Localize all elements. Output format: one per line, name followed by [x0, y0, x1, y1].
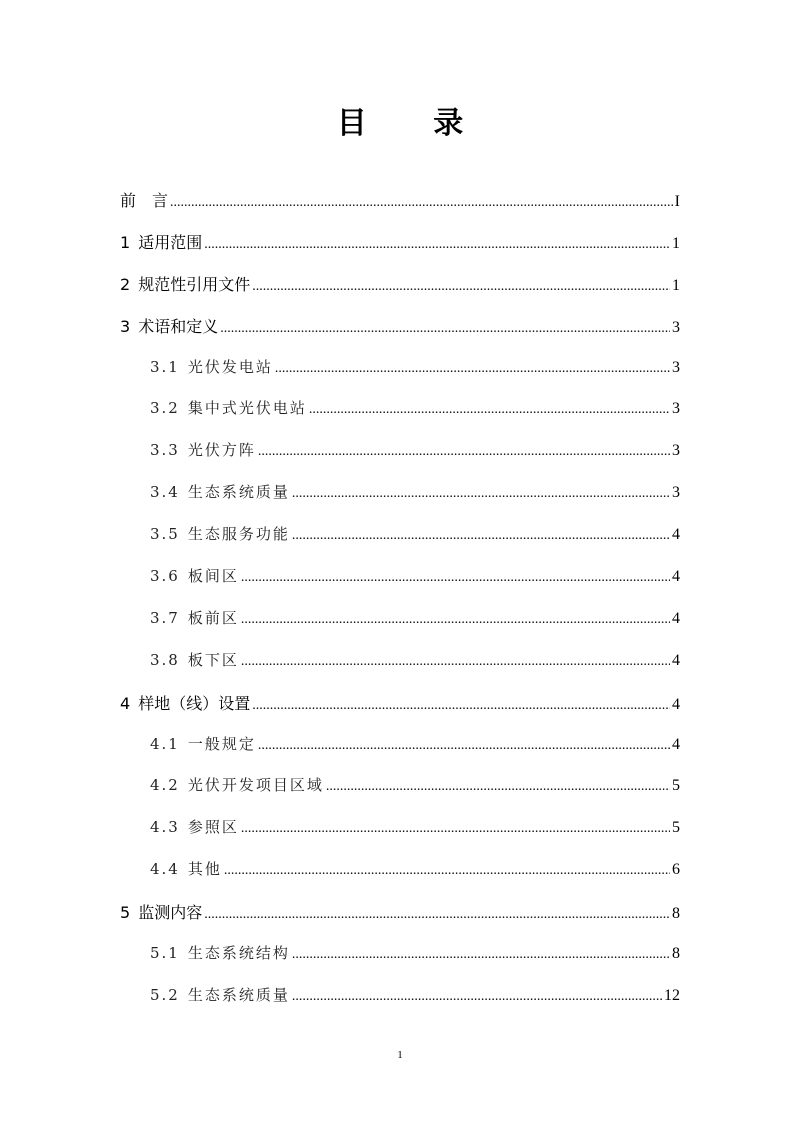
- dot-leader: [241, 570, 670, 586]
- toc-entry-page: 3: [672, 484, 680, 502]
- toc-entry-page: 4: [672, 695, 680, 713]
- toc-entry-page: 12: [664, 986, 680, 1004]
- toc-entry-label: 板间区: [187, 567, 239, 586]
- toc-entry-number: 2: [120, 274, 131, 294]
- dot-leader: [252, 698, 670, 714]
- toc-entry-label: 集中式光伏电站: [187, 399, 307, 418]
- toc-entry[interactable]: [120, 397, 680, 439]
- toc-entry-label: 生态系统质量: [187, 483, 290, 502]
- toc-entry-page: 4: [672, 735, 680, 753]
- dot-leader: [292, 947, 670, 963]
- toc-entry-number: 4.1: [150, 734, 180, 753]
- dot-leader: [258, 444, 670, 460]
- toc-entry[interactable]: [120, 733, 680, 775]
- dot-leader: [326, 779, 670, 795]
- dot-leader: [292, 486, 670, 502]
- dot-leader: [292, 989, 662, 1005]
- toc-entry-label: 板下区: [187, 650, 239, 669]
- toc-entry[interactable]: [120, 188, 680, 230]
- toc-entry-number: 5.1: [150, 944, 180, 963]
- toc-entry-page: 8: [672, 945, 680, 963]
- toc-entry-number: 3.6: [150, 567, 180, 586]
- dot-leader: [241, 821, 670, 837]
- toc-entry-label: 光伏发电站: [187, 357, 273, 376]
- dot-leader: [204, 237, 670, 253]
- toc-entry-page: 6: [672, 861, 680, 879]
- toc-entry-number: 3: [120, 316, 131, 336]
- toc-entry-page: 5: [672, 777, 680, 795]
- toc-entry[interactable]: [120, 984, 680, 1026]
- toc-entry[interactable]: [120, 607, 680, 649]
- toc-entry[interactable]: [120, 523, 680, 565]
- toc-entry-label: 其他: [187, 860, 222, 879]
- toc-entry-number: 3.8: [150, 650, 180, 669]
- toc-entry-page: 3: [672, 358, 680, 376]
- toc-entry-number: 3.5: [150, 525, 180, 544]
- toc-entry-number: 1: [120, 232, 131, 252]
- page-title: 目 录: [336, 106, 492, 141]
- toc-entry-label: 光伏方阵: [187, 441, 256, 460]
- toc-entry-page: 1: [672, 276, 680, 294]
- toc-entry-page: 3: [672, 442, 680, 460]
- toc-entry-number: 3.2: [150, 399, 180, 418]
- dot-leader: [241, 612, 670, 628]
- toc-entry[interactable]: [120, 314, 680, 356]
- dot-leader: [258, 738, 670, 754]
- toc-entry-label: 板前区: [187, 608, 239, 627]
- toc-entry-page: 3: [672, 318, 680, 336]
- toc-entry-number: 5.2: [150, 985, 180, 1004]
- toc-entry[interactable]: [120, 439, 680, 481]
- toc-entry[interactable]: [120, 565, 680, 607]
- toc-entry[interactable]: [120, 230, 680, 272]
- toc-entry-page: I: [674, 193, 680, 210]
- toc-entry-number: 5: [120, 903, 131, 923]
- toc-entry-number: 3.7: [150, 608, 180, 627]
- toc-entry[interactable]: [120, 272, 680, 314]
- toc-entry-number: 3.3: [150, 441, 180, 460]
- toc-entry-page: 5: [672, 819, 680, 837]
- dot-leader: [241, 654, 670, 670]
- toc-entry-label: 参照区: [187, 818, 239, 837]
- toc-entry[interactable]: [120, 649, 680, 691]
- toc-entry-label: 适用范围: [138, 232, 203, 252]
- toc-entry-label: 监测内容: [138, 903, 203, 923]
- toc-entry[interactable]: [120, 356, 680, 398]
- toc-entry-label: 一般规定: [187, 734, 256, 753]
- toc-entry[interactable]: [120, 900, 680, 942]
- table-of-contents: [120, 188, 680, 1026]
- dot-leader: [220, 321, 670, 337]
- toc-entry-number: 3.4: [150, 483, 180, 502]
- dot-leader: [292, 528, 670, 544]
- toc-entry-page: 4: [672, 651, 680, 669]
- toc-entry[interactable]: [120, 481, 680, 523]
- dot-leader: [170, 195, 673, 211]
- toc-entry-number: 4.2: [150, 776, 180, 795]
- toc-entry-label: 规范性引用文件: [138, 274, 251, 294]
- toc-entry-label: 光伏开发项目区域: [187, 776, 324, 795]
- toc-entry-label: 生态系统质量: [187, 985, 290, 1004]
- toc-entry-number: 4: [120, 693, 131, 713]
- toc-entry[interactable]: [120, 942, 680, 984]
- toc-entry-number: 3.1: [150, 357, 180, 376]
- dot-leader: [224, 863, 670, 879]
- toc-entry-page: 3: [672, 400, 680, 418]
- page-number: 1: [397, 1049, 403, 1061]
- toc-entry-number: 4.3: [150, 818, 180, 837]
- toc-entry[interactable]: [120, 816, 680, 858]
- toc-entry-number: 4.4: [150, 860, 180, 879]
- toc-entry-page: 4: [672, 609, 680, 627]
- toc-entry-page: 4: [672, 526, 680, 544]
- toc-entry[interactable]: [120, 691, 680, 733]
- toc-entry-page: 4: [672, 568, 680, 586]
- dot-leader: [275, 361, 670, 377]
- toc-entry-label: 生态系统结构: [187, 944, 290, 963]
- toc-entry[interactable]: [120, 774, 680, 816]
- dot-leader: [204, 907, 670, 923]
- toc-entry-label: 术语和定义: [138, 316, 219, 336]
- toc-entry-page: 1: [672, 234, 680, 252]
- toc-entry-label: 前 言: [120, 191, 169, 210]
- toc-entry[interactable]: [120, 858, 680, 900]
- dot-leader: [309, 402, 670, 418]
- toc-entry-page: 8: [672, 905, 680, 923]
- dot-leader: [252, 279, 670, 295]
- toc-entry-label: 生态服务功能: [187, 525, 290, 544]
- toc-entry-label: 样地（线）设置: [138, 693, 251, 713]
